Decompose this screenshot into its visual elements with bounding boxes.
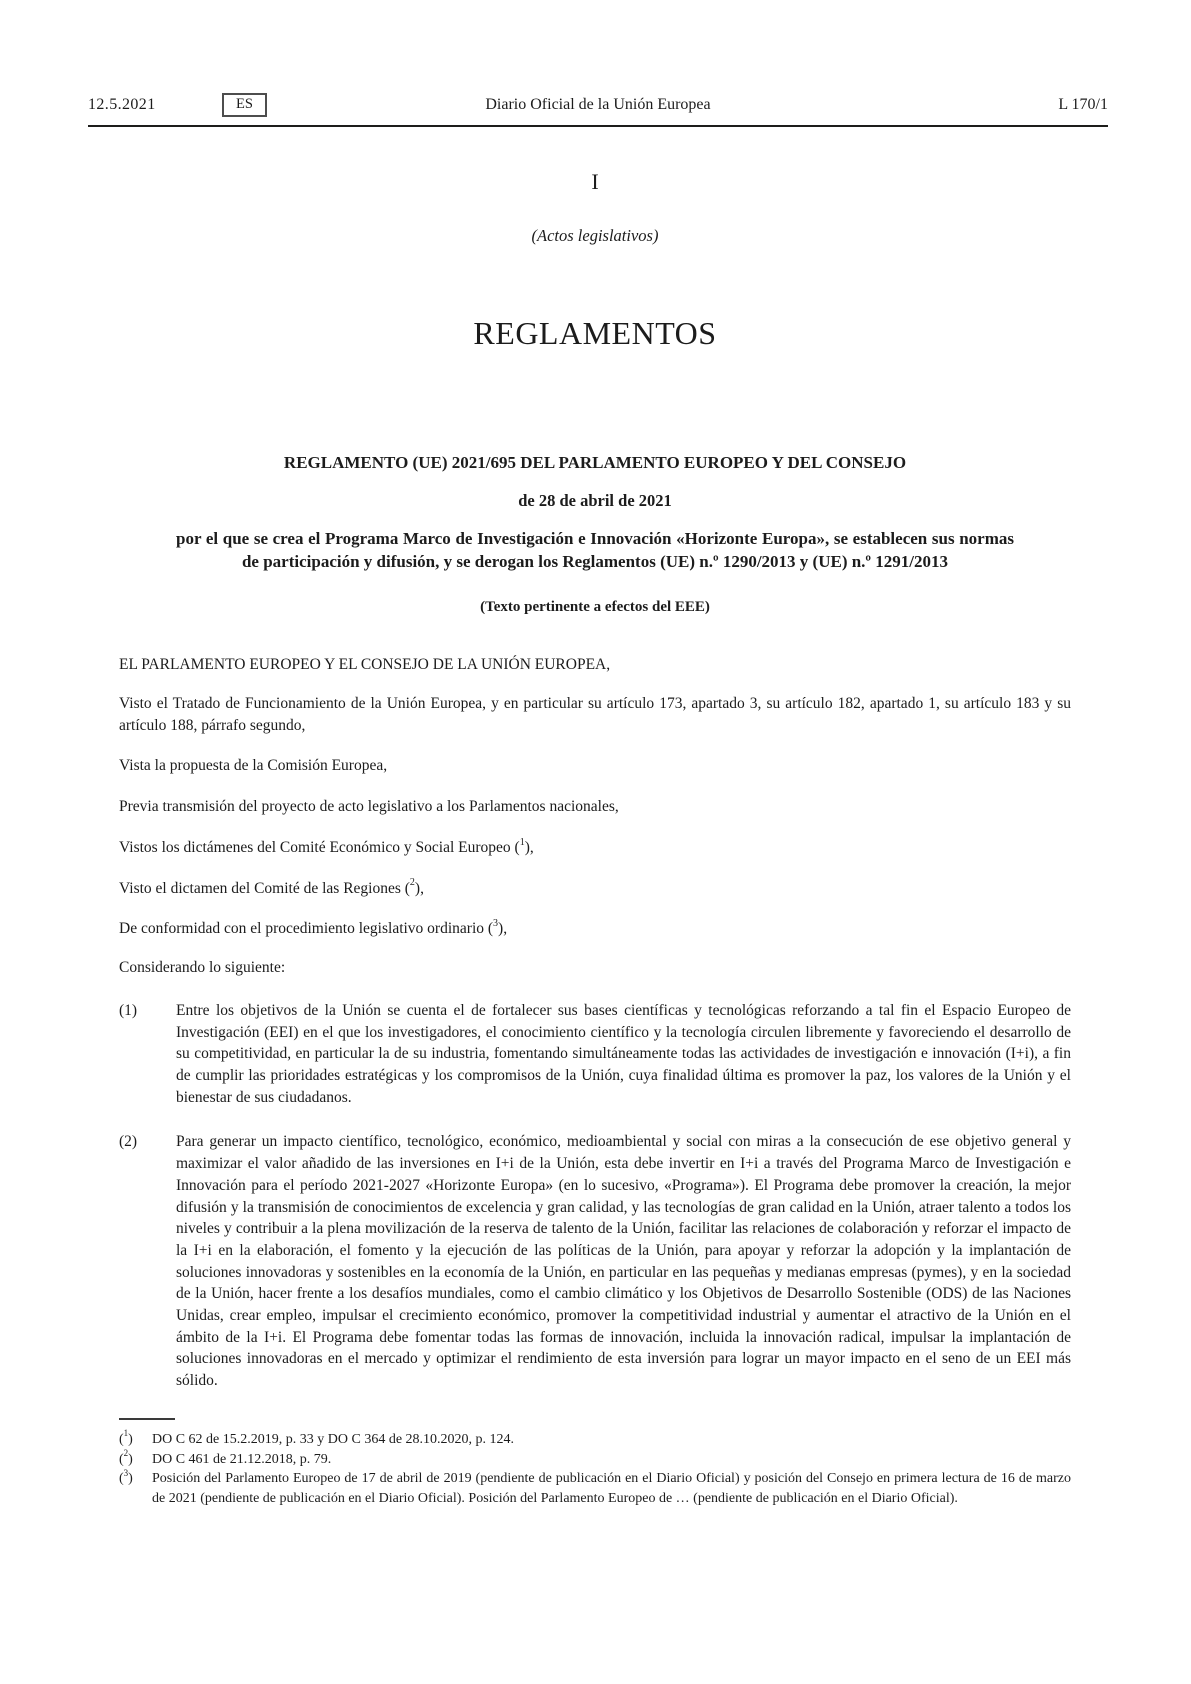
footnote-3: [119, 1469, 1071, 1509]
act-date-line: de 28 de abril de 2021: [518, 491, 672, 510]
footnote-1: [119, 1430, 1071, 1450]
footnotes-block: [119, 1430, 1071, 1509]
footnote-separator: [119, 1418, 175, 1420]
preamble-opening: EL PARLAMENTO EUROPEO Y EL CONSEJO DE LA UNIÓN EUROPEA,: [119, 656, 611, 673]
footnote-number: 3: [123, 1467, 129, 1478]
eee-relevance-note: (Texto pertinente a efectos del EEE): [480, 599, 710, 615]
citation-treaty: Visto el Tratado de Funcionamiento de la Unión Europea, y en particular su artículo 173, apartado 3, su artículo 182, apartado 1, su artículo 183 y su artículo 188, párrafo segundo,: [119, 695, 1071, 734]
citation-ordinary-procedure: [119, 918, 1071, 940]
footnote-text: DO C 62 de 15.2.2019, p. 33 y DO C 364 de 28.10.2020, p. 124.: [152, 1431, 515, 1447]
citation-proposal: Vista la propuesta de la Comisión Europea,: [119, 757, 388, 775]
citation-committee-regions: [119, 878, 1071, 900]
footnote-marker: [119, 1469, 133, 1489]
citation-text: Visto el dictamen del Comité de las Regiones (: [119, 879, 410, 897]
page-header: [88, 0, 1108, 127]
paren-open: (: [119, 1431, 124, 1447]
footnote-2: [119, 1450, 1071, 1470]
paren-close: ): [128, 1451, 133, 1467]
citation-national-parliaments: Previa transmisión del proyecto de acto legislativo a los Parlamentos nacionales,: [119, 798, 619, 816]
page-reference: L 170/1: [1058, 96, 1108, 113]
section-subtitle: (Actos legislativos): [531, 226, 659, 245]
recital-number: (2): [119, 1133, 138, 1151]
citation-text: Vistos los dictámenes del Comité Económico y Social Europeo (: [119, 838, 520, 856]
recital-2: [119, 1131, 1071, 1391]
footnote-ref-3: 3: [493, 918, 499, 930]
citation-text: ),: [498, 920, 508, 938]
paren-open: (: [119, 1471, 124, 1487]
recital-text: Entre los objetivos de la Unión se cuenta el de fortalecer sus bases científicas y tecnológicas reforzando a tal fin el Espacio Europeo de Investigación (EEI) en el que los investigadores, el conocimiento científico y la tecnología circulen libremente y favoreciendo el desarrollo de su competitividad, en particular la de su industria, fomentando simultáneamente todas las actividades de investigación e innovación (I+i), a fin de cumplir las prioridades estratégicas y los compromisos de la Unión, cuya finalidad última es promover la paz, los valores de la Unión y el bienestar de sus ciudadanos.: [176, 1001, 1071, 1106]
recital-number: (1): [119, 1001, 138, 1019]
paren-close: ): [128, 1471, 133, 1487]
footnote-marker: [119, 1430, 133, 1450]
footnote-number: 2: [123, 1448, 129, 1459]
paren-open: (: [119, 1451, 124, 1467]
section-number: I: [591, 169, 599, 194]
act-title: REGLAMENTO (UE) 2021/695 DEL PARLAMENTO EUROPEO Y DEL CONSEJO: [283, 453, 907, 472]
language-code-box: ES: [222, 93, 267, 117]
considering-line: Considerando lo siguiente:: [119, 958, 286, 976]
document-body: [119, 127, 1071, 1509]
act-subject: por el que se crea el Programa Marco de Investigación e Innovación «Horizonte Europa», se establecen sus normas de participación y difusión, y se derogan los Reglamentos (UE) n.º 1290/2013 y (UE) n.º 1291/2013: [176, 529, 1014, 571]
footnote-marker: [119, 1450, 133, 1470]
citation-text: ),: [524, 838, 534, 856]
footnote-number: 1: [123, 1428, 129, 1439]
citation-text: De conformidad con el procedimiento legislativo ordinario (: [119, 920, 494, 938]
section-category-heading: REGLAMENTOS: [473, 315, 717, 351]
recital-text: Para generar un impacto científico, tecnológico, económico, medioambiental y social con miras a la consecución de ese objetivo general y maximizar el valor añadido de las inversiones en I+i de la Unión, esta debe invertir en I+i a través del Programa Marco de Investigación e Innovación para el período 2021-2027 «Horizonte Europa» (en lo sucesivo, «Programa»). El Programa debe promover la creación, la mejor difusión y la transmisión de conocimientos de excelencia y gran calidad, y las tecnologías de gran calidad en la Unión, atraer talento a todos los niveles y contribuir a la plena movilización de la reserva de talento de la Unión, facilitar las relaciones de colaboración y reforzar el impacto de la I+i en la elaboración, el fomento y la ejecución de las políticas de la Unión, para apoyar y reforzar la adopción y la implantación de soluciones innovadoras y sostenibles en la economía de la Unión, en particular en las pequeñas y medianas empresas (pymes), y en la sociedad de la Unión, hacer frente a los desafíos mundiales, como el cambio climático y los Objetivos de Desarrollo Sostenible (ODS) de las Naciones Unidas, crear empleo, impulsar el crecimiento económico, promover la competitividad industrial y aumentar el atractivo de la Unión en el ámbito de la I+i. El Programa debe fomentar todas las formas de innovación, incluida la innovación radical, impulsar la implantación de soluciones innovadoras en el mercado y optimizar el rendimiento de esta inversión para lograr un mayor impacto en el seno de un EEI más sólido.: [176, 1133, 1071, 1390]
footnote-ref-1: 1: [519, 836, 525, 848]
recital-1: [119, 1000, 1071, 1109]
publication-date: 12.5.2021: [88, 96, 156, 113]
citation-text: ),: [414, 879, 424, 897]
paren-close: ): [128, 1431, 133, 1447]
footnote-text: Posición del Parlamento Europeo de 17 de abril de 2019 (pendiente de publicación en el Diario Oficial) y posición del Consejo en primera lectura de 16 de marzo de 2021 (pendiente de publicación en el Diario Oficial). Posición del Parlamento Europeo de … (pendiente de publicación en el Diario Oficial).: [152, 1471, 1071, 1507]
citation-eesc: [119, 837, 1071, 859]
footnote-text: DO C 461 de 21.12.2018, p. 79.: [152, 1451, 332, 1467]
journal-title: Diario Oficial de la Unión Europea: [485, 96, 711, 113]
footnote-ref-2: 2: [409, 877, 415, 889]
